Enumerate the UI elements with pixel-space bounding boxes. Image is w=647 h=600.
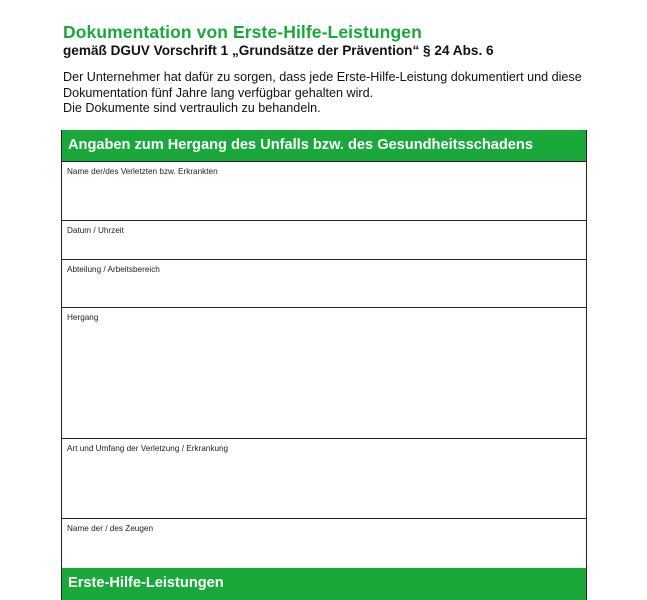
field-date-time [62, 220, 586, 259]
field-label: Art und Umfang der Verletzung / Erkrankung [67, 444, 229, 453]
date-time-input[interactable] [67, 237, 581, 256]
document-subtitle: gemäß DGUV Vorschrift 1 „Grundsätze der Prävention“ § 24 Abs. 6 [63, 43, 494, 58]
intro-line: Dokumentation fünf Jahre lang verfügbar gehalten wird. [63, 85, 374, 100]
injured-name-input[interactable] [67, 178, 581, 217]
field-label: Hergang [67, 313, 99, 322]
section-header-accident: Angaben zum Hergang des Unfalls bzw. des Gesundheitsschadens [62, 130, 586, 161]
course-of-events-input[interactable] [67, 324, 581, 435]
first-aid-form [61, 130, 587, 600]
field-label: Name der / des Zeugen [67, 524, 154, 533]
field-witness-name [62, 518, 586, 568]
intro-line: Der Unternehmer hat dafür zu sorgen, dass jede Erste-Hilfe-Leistung dokumentiert und diese [63, 70, 582, 84]
field-injured-name [62, 161, 586, 220]
field-department [62, 259, 586, 307]
department-input[interactable] [67, 276, 581, 304]
field-course-of-events [62, 307, 586, 438]
intro-line: Die Dokumente sind vertraulich zu behandeln. [63, 101, 321, 115]
field-injury-type [62, 438, 586, 518]
section-header-first-aid: Erste-Hilfe-Leistungen [62, 568, 586, 600]
injury-type-input[interactable] [67, 455, 581, 515]
field-label: Abteilung / Arbeitsbereich [67, 265, 160, 274]
intro-text [63, 70, 623, 117]
document-title: Dokumentation von Erste-Hilfe-Leistungen [63, 22, 422, 42]
field-label: Datum / Uhrzeit [67, 226, 124, 235]
witness-name-input[interactable] [67, 535, 581, 565]
field-label: Name der/des Verletzten bzw. Erkrankten [67, 167, 218, 176]
